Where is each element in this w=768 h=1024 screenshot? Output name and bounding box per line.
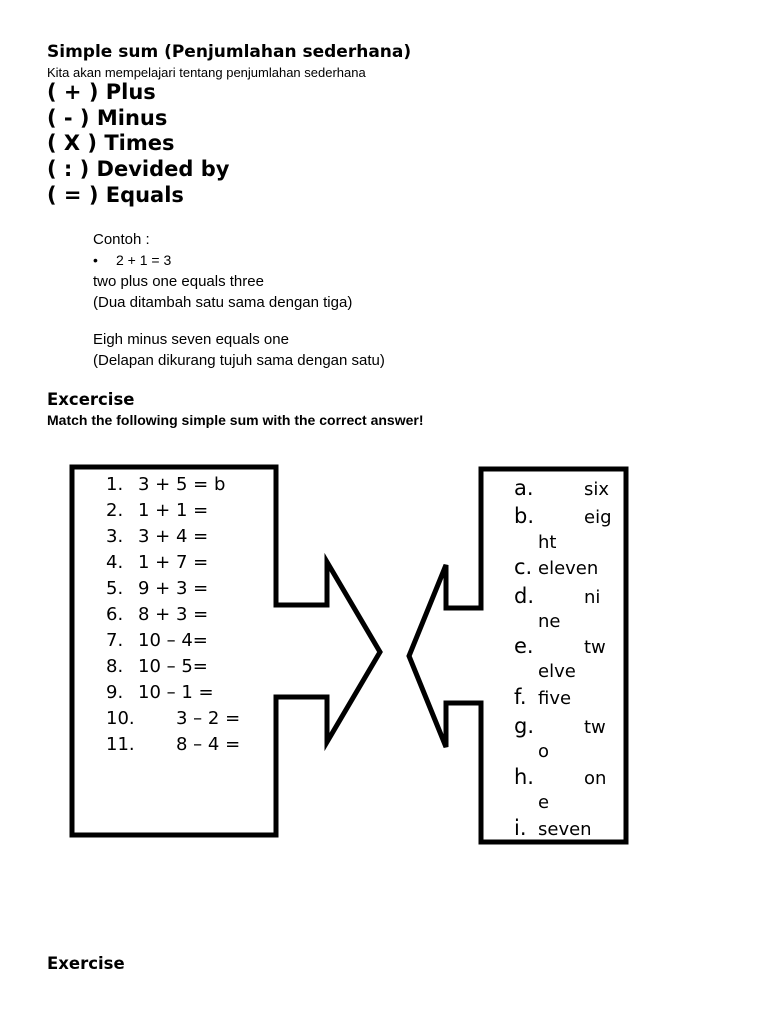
list-item: 9. 10 – 1 = <box>106 682 214 703</box>
answer-word: tw <box>584 637 606 658</box>
answer-letter: f. <box>514 685 527 709</box>
answer-letter: h. <box>514 765 534 789</box>
example-label: Contoh : <box>93 231 150 248</box>
page-subtitle: Kita akan mempelajari tentang penjumlahan sederhana <box>47 65 366 80</box>
list-item: 11. 8 – 4 = <box>106 734 241 755</box>
answer-word-wrap: e <box>538 792 550 813</box>
bullet-dot-icon: • <box>93 252 98 268</box>
example-line: (Dua ditambah satu sama dengan tiga) <box>93 293 353 311</box>
example-bullet-text: 2 + 1 = 3 <box>116 252 172 268</box>
answer-word: ni <box>584 587 601 608</box>
page-title: Simple sum (Penjumlahan sederhana) <box>47 42 412 62</box>
list-item: 7. 10 – 4= <box>106 630 208 651</box>
list-item: 6. 8 + 3 = <box>106 604 209 625</box>
operator-equals: ( = ) Equals <box>47 182 184 207</box>
list-item: 8. 10 – 5= <box>106 656 208 677</box>
list-item: 5. 9 + 3 = <box>106 578 209 599</box>
answer-letter: b. <box>514 504 535 528</box>
answer-word-wrap: ne <box>538 611 561 632</box>
operator-divided-by: ( : ) Devided by <box>47 157 230 182</box>
list-item: 2. 1 + 1 = <box>106 500 209 521</box>
operator-plus: ( + ) Plus <box>47 80 156 104</box>
exercise-heading-2: Exercise <box>47 954 125 973</box>
answer-word: seven <box>538 819 592 840</box>
exercise-heading: Excercise <box>47 390 135 409</box>
exercise-instruction: Match the following simple sum with the correct answer! <box>47 412 424 428</box>
answer-word: six <box>584 479 610 500</box>
answer-letter: a. <box>514 476 534 500</box>
list-item: 10. 3 – 2 = <box>106 708 241 729</box>
answer-letter: i. <box>514 816 527 840</box>
answer-word-wrap: ht <box>538 532 557 553</box>
answer-word: eig <box>584 507 612 528</box>
example-line: Eigh minus seven equals one <box>93 331 289 348</box>
answer-word-wrap: elve <box>538 661 576 682</box>
answer-word: five <box>538 688 572 709</box>
question-list <box>106 472 240 758</box>
answer-letter: e. <box>514 634 534 658</box>
answer-word-wrap: o <box>538 741 550 762</box>
list-item: 1. 3 + 5 = b <box>106 474 226 495</box>
operator-minus: ( - ) Minus <box>47 105 168 130</box>
answer-letter: g. <box>514 714 535 738</box>
list-item: 3. 3 + 4 = <box>106 526 209 547</box>
answer-word: eleven <box>538 558 599 579</box>
operator-times: ( X ) Times <box>47 131 175 156</box>
list-item: 4. 1 + 7 = <box>106 552 209 573</box>
example-line: two plus one equals three <box>93 273 264 290</box>
answer-word: on <box>584 768 607 789</box>
answer-word: tw <box>584 717 606 738</box>
answer-letter: d. <box>514 584 535 608</box>
example-line: (Delapan dikurang tujuh sama dengan satu) <box>93 351 385 369</box>
answer-letter: c. <box>514 555 533 579</box>
